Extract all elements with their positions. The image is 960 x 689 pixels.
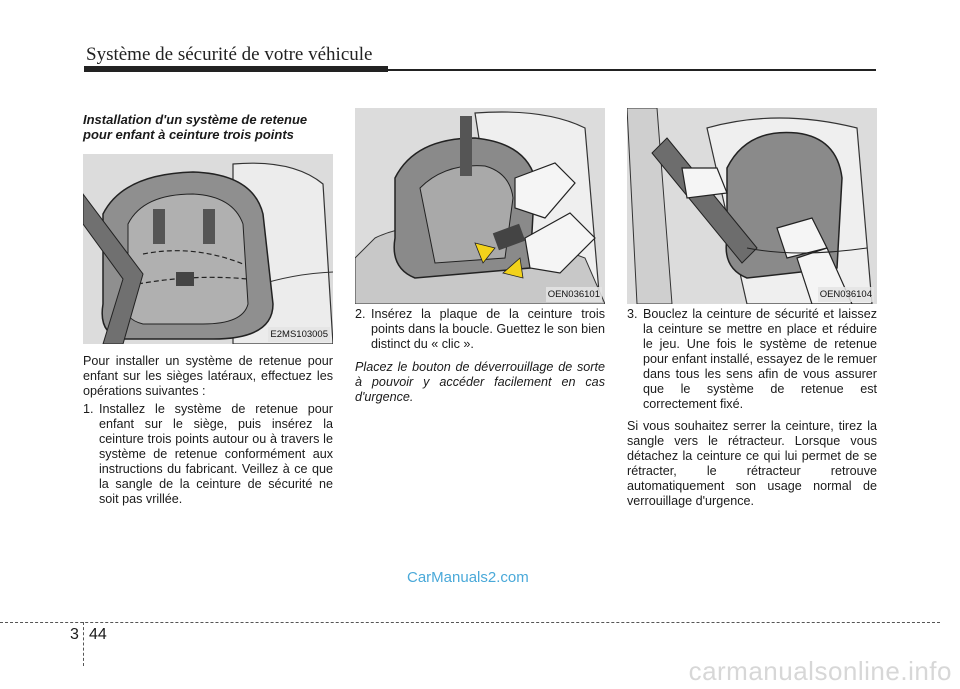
step-text: Bouclez la ceinture de sécurité et laissez la ceinture se mettre en place et réduire le jeu. Une fois le système de retenue pour enfant installé, essayez de le remuer dans tous les sens afin de vous assurer que le système de retenue est correctement fixé. bbox=[643, 307, 877, 411]
figure-belt-tighten bbox=[627, 108, 877, 304]
header-rule-thick bbox=[84, 66, 388, 72]
safety-note: Placez le bouton de déverrouillage de sorte à pouvoir y accéder facilement en cas d'urgence. bbox=[355, 360, 605, 404]
column-2 bbox=[355, 108, 605, 405]
step-number: 2. bbox=[355, 307, 366, 321]
figure-buckle-insert bbox=[355, 108, 605, 304]
footer-divider bbox=[83, 622, 84, 666]
child-seat-illustration bbox=[83, 154, 333, 344]
step-text: Insérez la plaque de la ceinture trois points dans la boucle. Guettez le son bien distinct du « clic ». bbox=[371, 307, 605, 351]
footer-dashed-rule bbox=[0, 622, 940, 623]
page-number: 44 bbox=[89, 626, 107, 643]
buckle-insert-illustration bbox=[355, 108, 605, 304]
step-number: 3. bbox=[627, 307, 638, 321]
column-1 bbox=[83, 108, 333, 507]
belt-tighten-illustration bbox=[627, 108, 877, 304]
header-rule-thin bbox=[388, 69, 876, 71]
page-header-title: Système de sécurité de votre véhicule bbox=[86, 44, 373, 65]
figure-child-seat-rear bbox=[83, 154, 333, 344]
chapter-number: 3 bbox=[70, 626, 79, 643]
watermark-link[interactable]: CarManuals2.com bbox=[407, 569, 529, 586]
figure-code: E2MS103005 bbox=[270, 329, 328, 340]
step-1 bbox=[83, 402, 333, 507]
section-subheading: Installation d'un système de retenue pour enfant à ceinture trois points bbox=[83, 112, 308, 142]
retractor-paragraph: Si vous souhaitez serrer la ceinture, tirez la sangle vers le rétracteur. Lorsque vous détachez la ceinture ce qui lui permet de se rétracter, le rétracteur retrouve automatiquement son usage normal de verrouillage d'urgence. bbox=[627, 419, 877, 508]
step-text: Installez le système de retenue pour enfant sur le siège, puis insérez la ceinture trois points autour ou à travers le système de retenue conformément aux instructions du fabricant. Veillez à ce que la sangle de la ceinture de sécurité ne soit pas vrillée. bbox=[99, 402, 333, 506]
step-2 bbox=[355, 307, 605, 352]
figure-code: OEN036101 bbox=[547, 289, 600, 300]
figure-code: OEN036104 bbox=[819, 289, 872, 300]
column-3 bbox=[627, 108, 877, 509]
watermark-site: carmanualsonline.info bbox=[688, 656, 952, 686]
step-3 bbox=[627, 307, 877, 412]
step-number: 1. bbox=[83, 402, 94, 416]
intro-paragraph: Pour installer un système de retenue pour enfant sur les sièges latéraux, effectuez les opérations suivantes : bbox=[83, 354, 333, 398]
